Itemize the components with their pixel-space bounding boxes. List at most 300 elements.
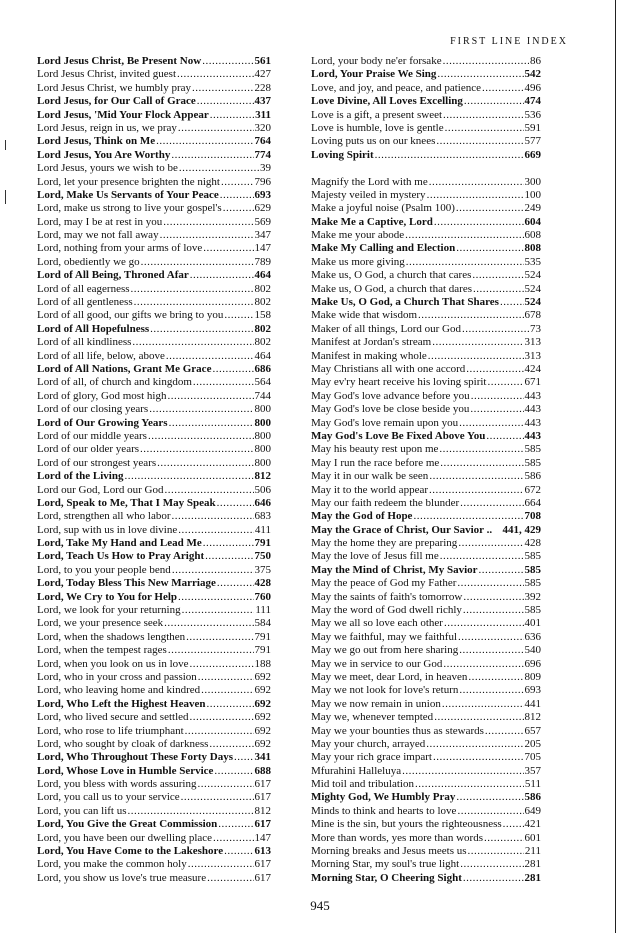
entry-first-line: Love is humble, love is gentle [311, 121, 444, 134]
entry-first-line: May God's love be close beside you [311, 403, 470, 416]
margin-mark [5, 190, 6, 204]
entry-hymn-number: 629 [254, 202, 271, 215]
dot-leader [171, 149, 253, 162]
entry-first-line: Lord of all good, our gifts we bring to you [37, 309, 224, 322]
entry-first-line: Love is a gift, a present sweet [311, 108, 443, 121]
dot-leader [150, 323, 253, 336]
entry-hymn-number: 474 [524, 95, 541, 108]
entry-first-line: Lord, you bless with words assuring [37, 778, 197, 791]
index-entry [311, 363, 541, 376]
index-entry [37, 872, 271, 885]
entry-first-line: Lord, Your Praise We Sing [311, 68, 437, 81]
entry-first-line: Lord of our middle years [37, 429, 147, 442]
dot-leader [456, 202, 524, 215]
entry-first-line: Minds to think and hearts to love [311, 804, 457, 817]
entry-first-line: Lord, may we not fall away [37, 229, 159, 242]
dot-leader [169, 417, 254, 430]
index-entry [311, 189, 541, 202]
entry-first-line: Lord of All Being, Throned Afar [37, 269, 189, 282]
index-entry [37, 845, 271, 858]
dot-leader [131, 283, 254, 296]
index-entry [311, 82, 541, 95]
index-entry [37, 403, 271, 416]
entry-hymn-number: 669 [524, 148, 541, 161]
entry-hymn-number: 585 [524, 577, 541, 590]
dot-leader [202, 55, 253, 68]
dot-leader [149, 403, 253, 416]
index-entry [311, 309, 541, 322]
index-entry [37, 122, 271, 135]
index-entry [37, 858, 271, 871]
entry-hymn-number: 441 [524, 697, 541, 710]
dot-leader [432, 336, 523, 349]
entry-hymn-number: 802 [254, 336, 271, 349]
index-entry [37, 430, 271, 443]
entry-hymn-number: 569 [254, 215, 271, 228]
dot-leader [198, 778, 254, 791]
entry-hymn-number: 511 [524, 778, 541, 791]
entry-hymn-number: 401 [524, 617, 541, 630]
dot-leader [468, 845, 524, 858]
index-entry [37, 457, 271, 470]
entry-first-line: Lord, you show us love's true measure [37, 871, 207, 884]
dot-leader [463, 591, 523, 604]
entry-first-line: Lord our God, Lord our God [37, 483, 164, 496]
index-entry [37, 363, 271, 376]
entry-hymn-number: 524 [524, 296, 541, 309]
dot-leader [203, 242, 253, 255]
dot-leader [217, 497, 254, 510]
entry-first-line: Lord Jesus, for Our Call of Grace [37, 95, 196, 108]
entry-first-line: Loving Spirit [311, 148, 374, 161]
entry-first-line: Lord, who lived secure and settled [37, 711, 189, 724]
entry-first-line: Mfurahini Halleluya [311, 764, 402, 777]
dot-leader [234, 751, 253, 764]
entry-first-line: More than words, yes more than words [311, 831, 483, 844]
index-entry [37, 202, 271, 215]
index-entry [311, 390, 541, 403]
entry-first-line: Lord, we your presence seek [37, 617, 164, 630]
entry-hymn-number: 791 [254, 630, 271, 643]
entry-hymn-number: 464 [254, 269, 271, 282]
entry-first-line: Lord of the Living [37, 470, 124, 483]
dot-leader [433, 751, 524, 764]
dot-leader [463, 604, 524, 617]
dot-leader [406, 256, 524, 269]
entry-first-line: Lord, when you look on us in love [37, 657, 189, 670]
entry-first-line: Lord, You Give the Great Commission [37, 818, 218, 831]
page-edge-line [615, 0, 616, 933]
entry-hymn-number: 421 [524, 818, 541, 831]
entry-hymn-number: 443 [524, 389, 541, 402]
index-entry [37, 443, 271, 456]
entry-first-line: Morning Star, my soul's true light [311, 858, 460, 871]
entry-first-line: Lord Jesus, yours we wish to be [37, 162, 178, 175]
index-entry [37, 55, 271, 68]
index-entry [311, 872, 541, 885]
entry-hymn-number: 744 [254, 389, 271, 402]
entry-hymn-number: 111 [255, 604, 271, 617]
dot-leader [190, 711, 254, 724]
index-entry [37, 484, 271, 497]
index-entry [37, 323, 271, 336]
entry-first-line: Make a joyful noise (Psalm 100) [311, 202, 455, 215]
index-entry [311, 283, 541, 296]
dot-leader [434, 711, 523, 724]
entry-first-line: Mine is the sin, but yours the righteousness [311, 818, 502, 831]
index-entry [311, 778, 541, 791]
entry-first-line: Lord, Who Left the Highest Heaven [37, 697, 206, 710]
entry-hymn-number: 427 [254, 68, 271, 81]
index-entry [37, 269, 271, 282]
dot-leader [375, 149, 524, 162]
entry-hymn-number: 800 [254, 416, 271, 429]
dot-leader [460, 497, 523, 510]
entry-hymn-number: 428 [524, 537, 541, 550]
entry-hymn-number: 347 [254, 229, 271, 242]
dot-leader [458, 631, 523, 644]
entry-hymn-number: 540 [524, 644, 541, 657]
entry-hymn-number: 300 [524, 175, 541, 188]
index-entry [37, 376, 271, 389]
index-entry [311, 604, 541, 617]
dot-leader [503, 818, 524, 831]
dot-leader [209, 738, 253, 751]
dot-leader [459, 417, 523, 430]
index-entry [311, 470, 541, 483]
entry-first-line: Lord, obediently we go [37, 255, 140, 268]
index-entry [37, 658, 271, 671]
index-entry [311, 95, 541, 108]
entry-first-line: May God's love advance before you [311, 389, 470, 402]
dot-leader [500, 296, 524, 309]
index-entry [37, 698, 271, 711]
entry-first-line: May the word of God dwell richly [311, 604, 462, 617]
index-entry [311, 725, 541, 738]
entry-first-line: Lord of all life, below, above [37, 349, 165, 362]
index-entry [37, 818, 271, 831]
dot-leader [213, 832, 253, 845]
dot-leader [167, 390, 253, 403]
entry-hymn-number: 577 [524, 135, 541, 148]
entry-first-line: Make me your abode [311, 229, 405, 242]
dot-leader [472, 269, 523, 282]
index-column-right [311, 55, 541, 885]
entry-first-line: Make us more giving [311, 255, 405, 268]
entry-first-line: May the saints of faith's tomorrow [311, 590, 463, 603]
dot-leader [172, 510, 254, 523]
entry-first-line: Love Divine, All Loves Excelling [311, 95, 463, 108]
entry-first-line: Make us, O God, a church that cares [311, 269, 472, 282]
entry-hymn-number: 39 [260, 162, 271, 175]
index-entry [37, 550, 271, 563]
entry-hymn-number: 692 [254, 684, 271, 697]
entry-hymn-number: 705 [524, 751, 541, 764]
dot-leader [418, 309, 523, 322]
index-entry [311, 818, 541, 831]
entry-hymn-number: 536 [524, 108, 541, 121]
entry-first-line: Loving puts us on our knees [311, 135, 436, 148]
dot-leader [185, 725, 254, 738]
dot-leader [224, 845, 253, 858]
entry-first-line: Love, and joy, and peace, and patience [311, 81, 482, 94]
dot-leader [479, 564, 524, 577]
entry-first-line: May we in service to our God [311, 657, 443, 670]
dot-leader [459, 644, 523, 657]
entry-first-line: May it to the world appear [311, 483, 428, 496]
index-entry [311, 858, 541, 871]
entry-first-line: Mid toil and tribulation [311, 778, 414, 791]
dot-leader [186, 631, 253, 644]
dot-leader [442, 698, 524, 711]
index-entry [311, 751, 541, 764]
index-entry [311, 537, 541, 550]
index-entry [37, 684, 271, 697]
dot-leader [426, 738, 523, 751]
dot-leader [224, 309, 253, 322]
entry-first-line: May we, whenever tempted [311, 711, 434, 724]
dot-leader [179, 162, 259, 175]
entry-hymn-number: 657 [524, 724, 541, 737]
entry-hymn-number: 802 [254, 296, 271, 309]
dot-leader [166, 350, 254, 363]
index-entry [311, 805, 541, 818]
entry-first-line: Lord, to you your people bend [37, 563, 171, 576]
entry-hymn-number: 73 [530, 322, 541, 335]
entry-first-line: Lord, who rose to life triumphant [37, 724, 184, 737]
dot-leader [221, 176, 254, 189]
dot-leader [157, 457, 253, 470]
entry-hymn-number: 696 [524, 657, 541, 670]
entry-hymn-number: 585 [524, 443, 541, 456]
dot-leader [436, 135, 523, 148]
entry-hymn-number: 646 [254, 496, 271, 509]
dot-leader [457, 805, 523, 818]
entry-first-line: Magnify the Lord with me [311, 175, 428, 188]
entry-hymn-number: 760 [254, 590, 271, 603]
entry-hymn-number: 708 [524, 510, 541, 523]
dot-leader [402, 765, 523, 778]
index-entry [311, 510, 541, 523]
running-header: FIRST LINE INDEX [450, 36, 568, 47]
index-entry [37, 644, 271, 657]
entry-first-line: Lord, who sought by cloak of darkness [37, 737, 209, 750]
dot-leader [193, 376, 254, 389]
entry-first-line: May your church, arrayed [311, 737, 426, 750]
entry-first-line: Lord, strengthen all who labor [37, 510, 171, 523]
entry-hymn-number: 750 [254, 550, 271, 563]
index-entry [37, 189, 271, 202]
index-entry [37, 564, 271, 577]
entry-hymn-number: 664 [524, 496, 541, 509]
entry-hymn-number: 649 [524, 804, 541, 817]
dot-leader [429, 176, 524, 189]
dot-leader [440, 550, 524, 563]
entry-hymn-number: 608 [524, 229, 541, 242]
entry-hymn-number: 585 [524, 563, 541, 576]
dot-leader [486, 430, 523, 443]
dot-leader [440, 457, 523, 470]
index-entry [311, 216, 541, 229]
entry-hymn-number: 313 [524, 336, 541, 349]
dot-leader [220, 189, 254, 202]
entry-first-line: Lord, when the shadows lengthen [37, 630, 186, 643]
index-entry [311, 738, 541, 751]
index-entry [311, 323, 541, 336]
entry-hymn-number: 506 [254, 483, 271, 496]
entry-hymn-number: 692 [254, 737, 271, 750]
entry-first-line: Lord of all, of church and kingdom [37, 376, 192, 389]
index-entry [311, 832, 541, 845]
dot-leader [207, 872, 253, 885]
index-entry [37, 82, 271, 95]
entry-hymn-number: 313 [524, 349, 541, 362]
entry-first-line: May we faithful, may we faithful [311, 630, 458, 643]
dot-leader [439, 443, 523, 456]
dot-leader [177, 68, 253, 81]
entry-hymn-number: 683 [254, 510, 271, 523]
entry-hymn-number: 802 [254, 322, 271, 335]
entry-hymn-number: 585 [524, 456, 541, 469]
entry-hymn-number: 249 [524, 202, 541, 215]
index-entry [311, 644, 541, 657]
entry-hymn-number: 320 [254, 121, 271, 134]
entry-first-line: Majesty veiled in mystery [311, 188, 426, 201]
entry-first-line: Lord, may I be at rest in you [37, 215, 163, 228]
entry-first-line: Lord of All Nations, Grant Me Grace [37, 362, 212, 375]
entry-hymn-number: 188 [254, 657, 271, 670]
entry-hymn-number: 636 [524, 630, 541, 643]
dot-leader [427, 189, 524, 202]
entry-hymn-number: 464 [254, 349, 271, 362]
dot-leader [141, 256, 254, 269]
index-entry [311, 711, 541, 724]
dot-leader [405, 229, 523, 242]
entry-hymn-number: 147 [254, 831, 271, 844]
dot-leader [484, 832, 524, 845]
entry-hymn-number: 617 [254, 818, 271, 831]
entry-hymn-number: 764 [254, 135, 271, 148]
entry-first-line: Manifest in making whole [311, 349, 427, 362]
dot-leader [178, 524, 254, 537]
entry-first-line: Lord of all eagerness [37, 282, 130, 295]
index-entry [311, 484, 541, 497]
index-entry [37, 725, 271, 738]
entry-first-line: Lord, you make the common holy [37, 858, 187, 871]
index-entry [37, 537, 271, 550]
entry-first-line: May God's Love Be Fixed Above You [311, 429, 486, 442]
entry-hymn-number: 357 [524, 764, 541, 777]
entry-first-line: Lord Jesus, Think on Me [37, 135, 156, 148]
entry-first-line: Make Me a Captive, Lord [311, 215, 433, 228]
index-entry [37, 591, 271, 604]
dot-leader [443, 55, 529, 68]
entry-hymn-number: 693 [524, 684, 541, 697]
dot-leader [148, 430, 254, 443]
index-entry [37, 805, 271, 818]
entry-first-line: Lord of our closing years [37, 403, 149, 416]
dot-leader [164, 617, 253, 630]
entry-hymn-number: 535 [524, 255, 541, 268]
index-entry [311, 135, 541, 148]
dot-leader [428, 350, 524, 363]
dot-leader [205, 550, 253, 563]
entry-hymn-number: 585 [524, 550, 541, 563]
entry-first-line: Lord of All Hopefulness [37, 322, 150, 335]
entry-first-line: May his beauty rest upon me [311, 443, 439, 456]
entry-first-line: Lord of all gentleness [37, 296, 133, 309]
entry-hymn-number: 617 [254, 858, 271, 871]
index-entry [311, 403, 541, 416]
dot-leader [132, 336, 253, 349]
entry-first-line: Lord, your body ne'er forsake [311, 55, 442, 67]
index-entry [37, 711, 271, 724]
entry-first-line: Lord Jesus Christ, invited guest [37, 68, 177, 81]
entry-first-line: May we your bounties thus as stewards [311, 724, 484, 737]
index-entry [37, 524, 271, 537]
index-entry [37, 68, 271, 81]
dot-leader [445, 122, 524, 135]
index-entry [37, 765, 271, 778]
index-entry [311, 698, 541, 711]
entry-first-line: Lord, You Have Come to the Lakeshore [37, 845, 224, 858]
entry-hymn-number: 561 [254, 55, 271, 67]
entry-first-line: Morning breaks and Jesus meets us [311, 845, 467, 858]
index-entry [311, 296, 541, 309]
entry-first-line: Make wide that wisdom [311, 309, 418, 322]
entry-first-line: May the Grace of Christ, Our Savior .. [311, 523, 493, 536]
entry-hymn-number: 586 [524, 791, 541, 804]
margin-mark [5, 140, 6, 150]
index-entry [311, 256, 541, 269]
index-entry [311, 376, 541, 389]
dot-leader [203, 537, 254, 550]
dot-leader [443, 109, 523, 122]
dot-leader [140, 443, 253, 456]
index-entry [311, 564, 541, 577]
entry-hymn-number: 591 [524, 121, 541, 134]
dot-leader [466, 363, 523, 376]
dot-leader [163, 216, 253, 229]
entry-hymn-number: 586 [524, 470, 541, 483]
entry-hymn-number: 496 [524, 81, 541, 94]
entry-hymn-number: 617 [254, 778, 271, 791]
index-entry [37, 791, 271, 804]
entry-hymn-number: 692 [254, 670, 271, 683]
entry-hymn-number: 428 [254, 577, 271, 590]
entry-hymn-number: 228 [254, 81, 271, 94]
index-entry [37, 256, 271, 269]
entry-first-line: Lord, Today Bless This New Marriage [37, 577, 216, 590]
entry-hymn-number: 86 [530, 55, 541, 67]
entry-first-line: Lord, you call us to your service [37, 791, 180, 804]
entry-first-line: May our faith redeem the blunder [311, 496, 460, 509]
index-entry [311, 765, 541, 778]
index-entry [37, 577, 271, 590]
dot-leader [188, 858, 254, 871]
entry-hymn-number: 678 [524, 309, 541, 322]
dot-leader [470, 403, 523, 416]
entry-first-line: Lord Jesus Christ, we humbly pray [37, 81, 191, 94]
entry-hymn-number: 441, 429 [502, 523, 541, 536]
entry-first-line: Lord Jesus Christ, Be Present Now [37, 55, 202, 67]
index-entry [37, 470, 271, 483]
entry-hymn-number: 671 [524, 376, 541, 389]
entry-first-line: Manifest at Jordan's stream [311, 336, 432, 349]
entry-hymn-number: 443 [524, 403, 541, 416]
entry-hymn-number: 392 [524, 590, 541, 603]
index-entry [37, 283, 271, 296]
